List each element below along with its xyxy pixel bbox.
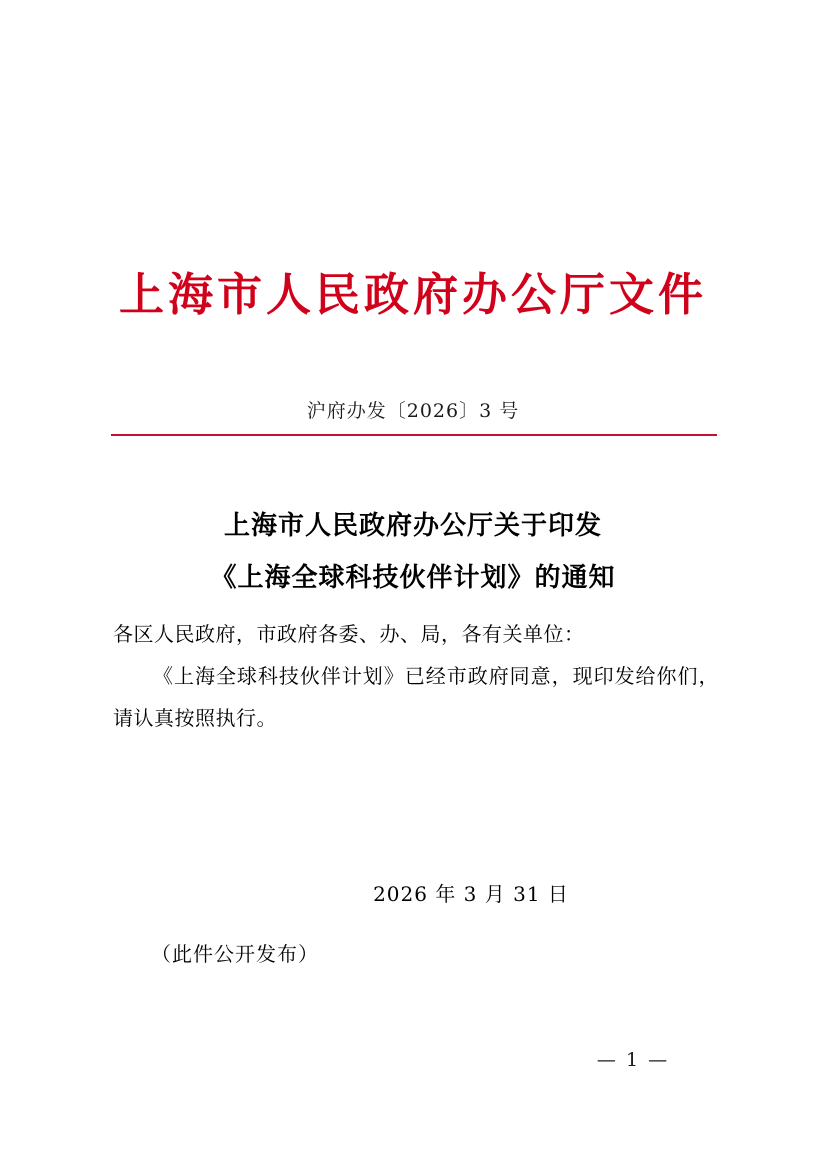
document-header-title: 上海市人民政府办公厅文件 [118,268,707,321]
document-header [0,268,826,322]
page-number: — 1 — [596,1049,670,1071]
document-body [113,613,719,739]
document-title-line-2: 《上海全球科技伙伴计划》的通知 [210,563,616,593]
body-paragraph: 《上海全球科技伙伴计划》已经市政府同意，现印发给你们，请认真按照执行。 [113,664,719,730]
document-title [113,500,713,604]
document-number: 沪府办发〔2026〕3 号 [306,400,520,422]
public-release-note: （此件公开发布） [151,942,319,966]
document-title-line-1: 上海市人民政府办公厅关于印发 [223,511,602,541]
red-divider-rule [111,434,717,436]
body-salutation: 各区人民政府，市政府各委、办、局，各有关单位： [113,622,585,646]
document-date: 2026 年 3 月 31 日 [373,882,569,906]
